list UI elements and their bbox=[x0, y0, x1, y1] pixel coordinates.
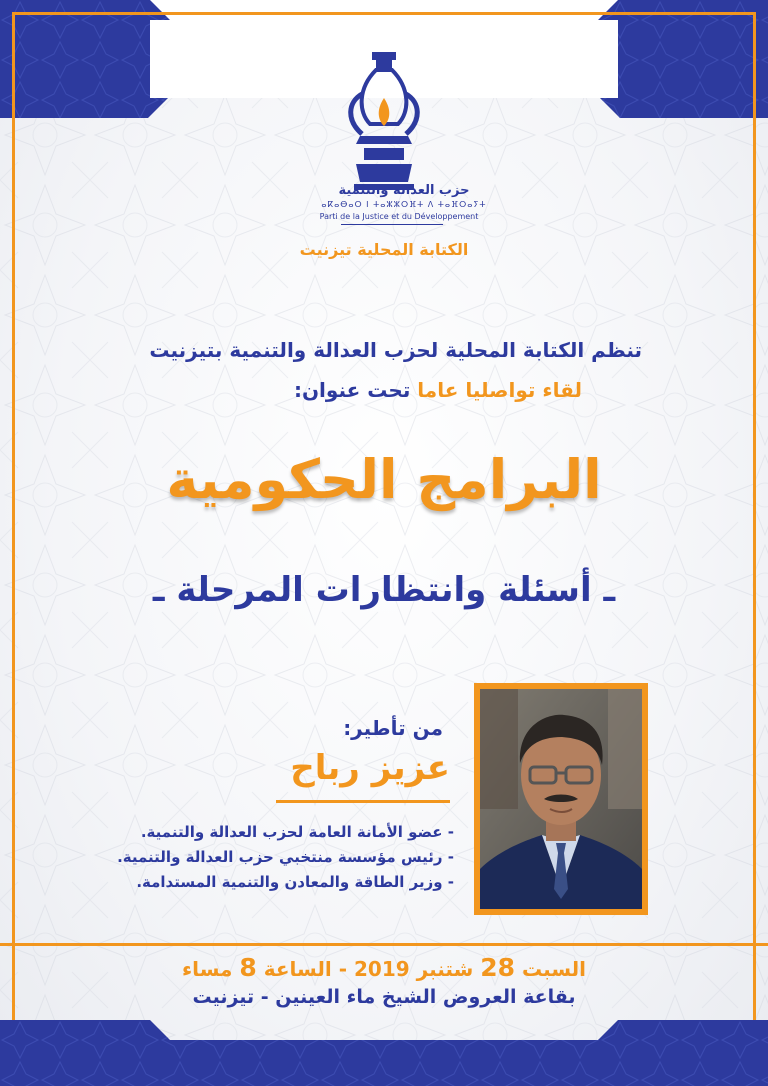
speaker-by-label: من تأطير: bbox=[343, 716, 443, 740]
intro-highlight: لقاء تواصليا عاما bbox=[417, 378, 582, 402]
speaker-role: - رئيس مؤسسة منتخبي حزب العدالة والتنمية. bbox=[117, 848, 454, 866]
speaker-roles bbox=[30, 820, 454, 895]
intro-line-2-rest: تحت عنوان: bbox=[293, 378, 418, 402]
event-place: بقاعة العروض الشيخ ماء العينين - تيزنيت bbox=[192, 986, 576, 1008]
date-evening: مساء bbox=[181, 957, 240, 981]
event-title: البرامج الحكومية bbox=[166, 448, 602, 511]
date-hour: 8 bbox=[239, 953, 257, 982]
party-name-arabic: حزب العدالة والتنمية bbox=[338, 183, 470, 198]
event-subtitle: ـ أسئلة وانتظارات المرحلة ـ bbox=[152, 570, 616, 610]
intro-line-2 bbox=[90, 378, 582, 402]
speaker-name: عزيز رباح bbox=[290, 748, 450, 788]
logo-divider bbox=[341, 224, 443, 225]
speaker-name-underline bbox=[276, 800, 450, 803]
date-prefix: السبت bbox=[515, 957, 587, 981]
intro-line-1: تنظم الكتابة المحلية لحزب العدالة والتنمية بتيزنيت bbox=[149, 338, 642, 362]
bottom-band bbox=[0, 1020, 768, 1086]
event-date bbox=[0, 953, 768, 982]
party-name-tifinagh: ⴰⴽⴰⴱⴰⵔ ⵏ ⵜⴰⵣⵣⵔⴼⵜ ⴷ ⵜⴰⴼⵔⴰⵢⵜ bbox=[321, 200, 487, 209]
speaker-role: - وزير الطاقة والمعادن والتنمية المستدامة. bbox=[136, 873, 454, 891]
speaker-role: - عضو الأمانة العامة لحزب العدالة والتنمية. bbox=[140, 823, 454, 841]
footer-divider bbox=[0, 943, 768, 946]
party-name-french: Parti de la Justice et du Développement bbox=[319, 212, 479, 221]
speaker-photo bbox=[480, 689, 642, 909]
date-month-year: شتنبر 2019 - الساعة bbox=[256, 957, 481, 981]
speaker-photo-frame bbox=[474, 683, 648, 915]
local-secretariat: الكتابة المحلية تيزنيت bbox=[299, 240, 469, 259]
date-day: 28 bbox=[480, 953, 516, 982]
